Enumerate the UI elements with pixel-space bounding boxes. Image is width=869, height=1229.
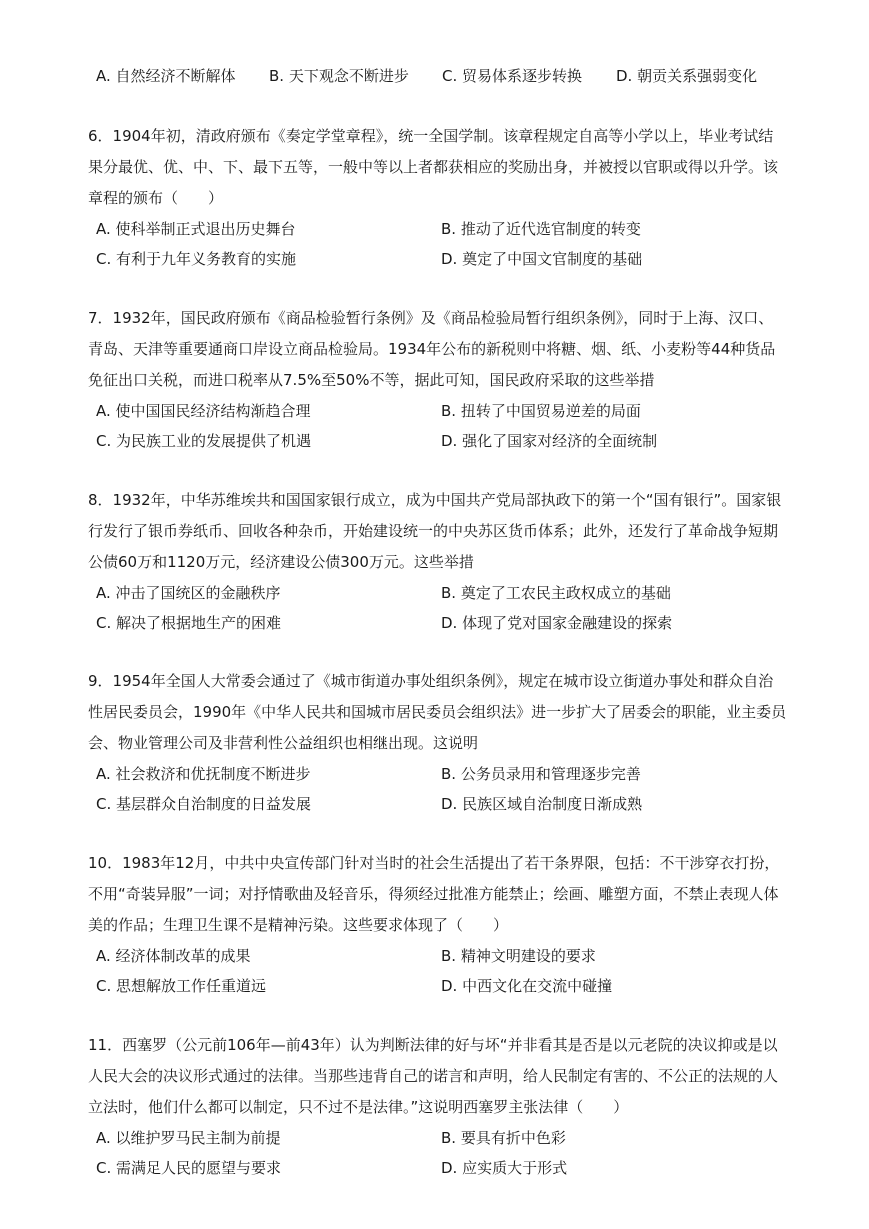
option-c: C. 思想解放工作任重道远 [96, 977, 267, 995]
question-options [88, 214, 788, 274]
option-d: D. 体现了党对国家金融建设的探索 [441, 614, 673, 632]
question-options [88, 1123, 788, 1183]
option-b: B. 天下观念不断进步 [269, 67, 409, 85]
option-b: B. 要具有折中色彩 [441, 1129, 566, 1147]
option-b: B. 扭转了中国贸易逆差的局面 [441, 402, 641, 420]
option-a: A. 冲击了国统区的金融秩序 [96, 584, 281, 602]
option-a: A. 社会救济和优抚制度不断进步 [96, 765, 311, 783]
option-d: D. 强化了国家对经济的全面统制 [441, 432, 658, 450]
option-c: C. 贸易体系逐步转换 [442, 67, 583, 85]
option-c: C. 解决了根据地生产的困难 [96, 614, 282, 632]
option-b: B. 推动了近代选官制度的转变 [441, 220, 641, 238]
question-stem: 8．1932年，中华苏维埃共和国国家银行成立，成为中国共产党局部执政下的第一个“国有银行”。国家银行发行了银币券纸币、回收各种杂币，开始建设统一的中央苏区货币体系；此外，还发行了革命战争短期公债60万和1120万元，经济建设公债300万元。这些举措 [88, 491, 782, 571]
question-options [88, 396, 788, 456]
question-options [88, 941, 788, 1001]
option-a: A. 自然经济不断解体 [96, 67, 236, 85]
option-d: D. 中西文化在交流中碰撞 [441, 977, 613, 995]
option-d: D. 民族区域自治制度日渐成熟 [441, 795, 643, 813]
question-stem: 6．1904年初，清政府颁布《奏定学堂章程》，统一全国学制。该章程规定自高等小学以上，毕业考试结果分最优、优、中、下、最下五等，一般中等以上者都获相应的奖励出身，并被授以官职或得以升学。该章程的颁布（ ） [88, 127, 779, 207]
question-5-options [96, 64, 796, 88]
option-b: B. 精神文明建设的要求 [441, 947, 596, 965]
question-9 [88, 666, 788, 819]
question-options [88, 759, 788, 819]
option-a: A. 以维护罗马民主制为前提 [96, 1129, 281, 1147]
option-d: D. 朝贡关系强弱变化 [616, 67, 758, 85]
question-8 [88, 485, 788, 638]
question-10 [88, 848, 788, 1001]
option-b: B. 奠定了工农民主政权成立的基础 [441, 584, 671, 602]
question-stem: 10．1983年12月，中共中央宣传部门针对当时的社会生活提出了若干条界限，包括：不干涉穿衣打扮，不用“奇装异服”一词；对抒情歌曲及轻音乐，得须经过批准方能禁止；绘画、雕塑方面，不禁止表现人体美的作品；生理卫生课不是精神污染。这些要求体现了（ ） [88, 854, 780, 934]
question-options [88, 578, 788, 638]
option-a: A. 使科举制正式退出历史舞台 [96, 220, 296, 238]
option-c: C. 为民族工业的发展提供了机遇 [96, 432, 312, 450]
option-c: C. 基层群众自治制度的日益发展 [96, 795, 312, 813]
option-d: D. 奠定了中国文官制度的基础 [441, 250, 643, 268]
question-stem: 7．1932年，国民政府颁布《商品检验暂行条例》及《商品检验局暂行组织条例》，同时于上海、汉口、青岛、天津等重要通商口岸设立商品检验局。1934年公布的新税则中将糖、烟、纸、小麦粉等44种货品免征出口关税，而进口税率从7.5%至50%不等，据此可知，国民政府采取的这些举措 [88, 309, 776, 389]
option-c: C. 有利于九年义务教育的实施 [96, 250, 297, 268]
option-c: C. 需满足人民的愿望与要求 [96, 1159, 282, 1177]
question-6 [88, 121, 788, 274]
question-11 [88, 1030, 788, 1183]
option-a: A. 使中国国民经济结构渐趋合理 [96, 402, 311, 420]
option-d: D. 应实质大于形式 [441, 1159, 568, 1177]
option-a: A. 经济体制改革的成果 [96, 947, 251, 965]
question-stem: 9．1954年全国人大常委会通过了《城市街道办事处组织条例》，规定在城市设立街道办事处和群众自治性居民委员会，1990年《中华人民共和国城市居民委员会组织法》进一步扩大了居委会的职能，业主委员会、物业管理公司及非营利性公益组织也相继出现。这说明 [88, 672, 787, 752]
option-b: B. 公务员录用和管理逐步完善 [441, 765, 641, 783]
question-7 [88, 303, 788, 456]
question-stem: 11．西塞罗（公元前106年—前43年）认为判断法律的好与坏“并非看其是否是以元老院的决议抑或是以人民大会的决议形式通过的法律。当那些违背自己的诺言和声明，给人民制定有害的、不公正的法规的人立法时，他们什么都可以制定，只不过不是法律。”这说明西塞罗主张法律（ ） [88, 1036, 779, 1116]
